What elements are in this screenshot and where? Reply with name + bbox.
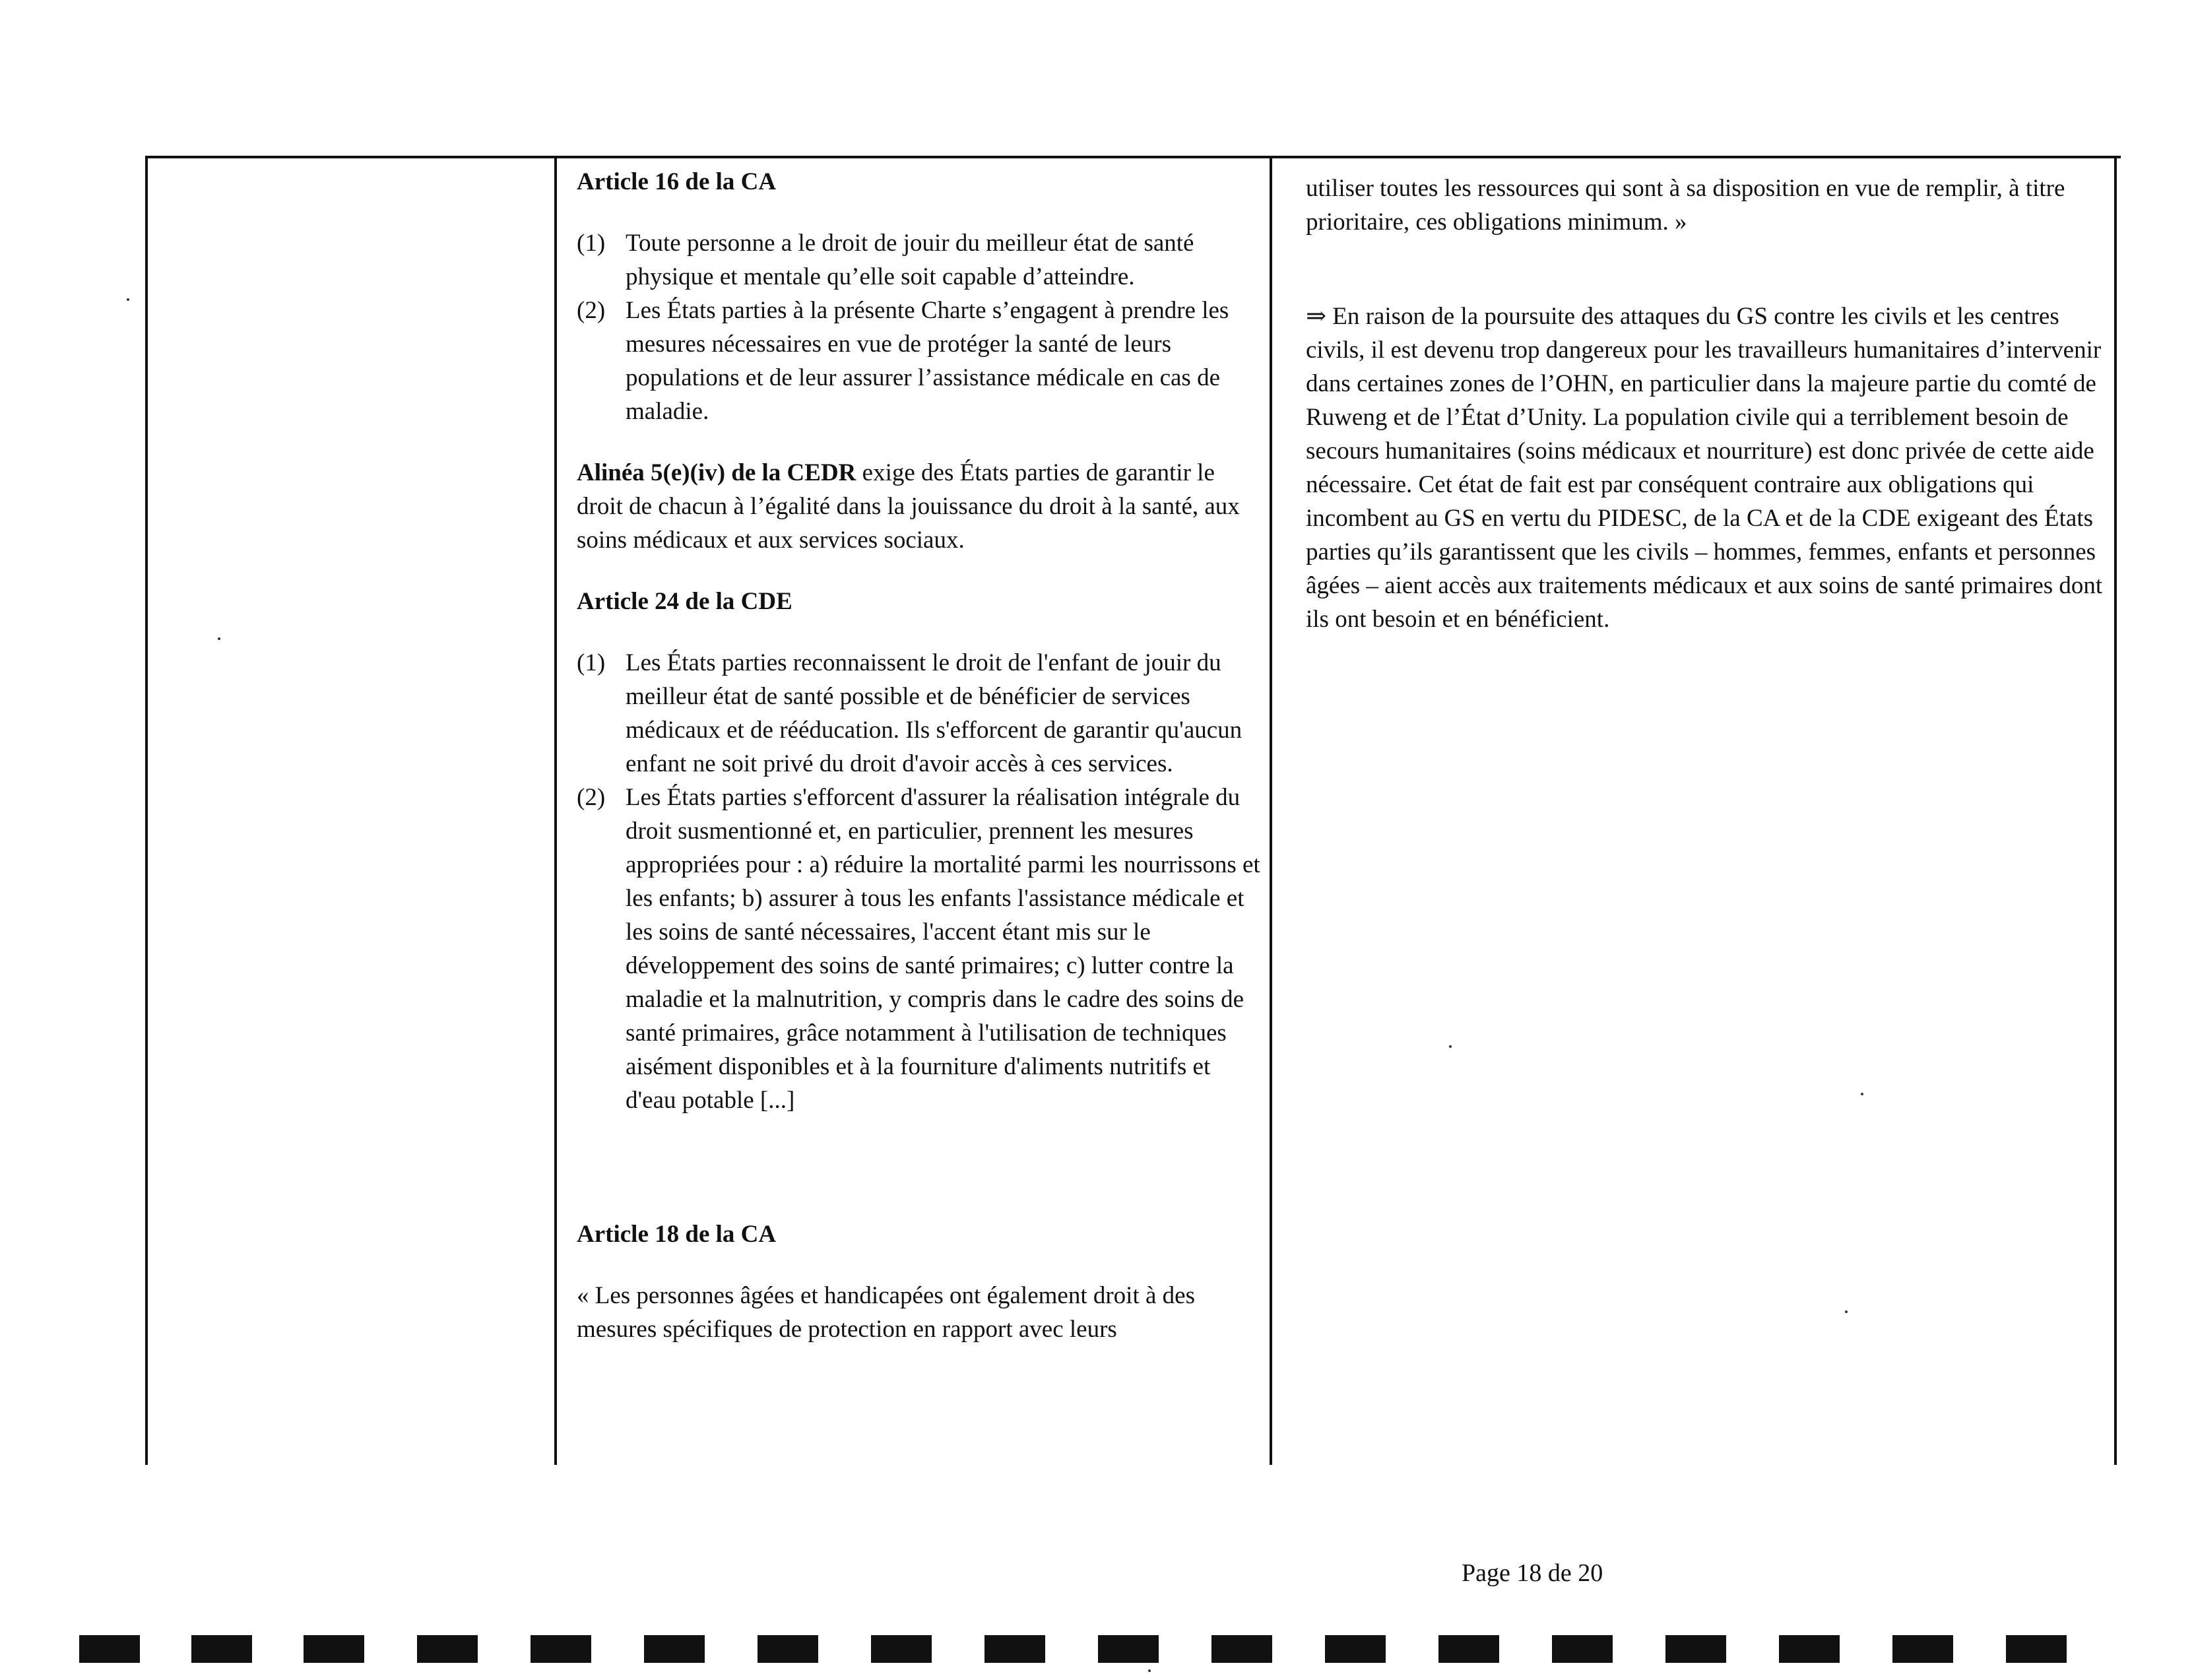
alinea-text: exige des États parties de garantir le droit de chacun à l’égalité dans la jouissance du droit à la santé, aux soins médicaux et aux services sociaux. (577, 459, 1240, 554)
list-item-number: (1) (577, 230, 606, 257)
barcode-block (191, 1635, 252, 1663)
scan-speck (1861, 1093, 1863, 1095)
barcode-block (758, 1635, 818, 1663)
list-item (577, 646, 1263, 781)
barcode-block (1325, 1635, 1386, 1663)
right-column (1306, 172, 2104, 1465)
scan-speck (218, 637, 220, 640)
barcode-block (304, 1635, 364, 1663)
article-18-quote: « Les personnes âgées et handicapées ont également droit à des mesures spécifiques de protection en rapport avec leurs (577, 1282, 1195, 1343)
barcode-block (1779, 1635, 1840, 1663)
spacer (577, 1145, 1263, 1217)
left-column-empty (148, 158, 557, 1465)
barcode-block (79, 1635, 140, 1663)
barcode-block (984, 1635, 1045, 1663)
barcode-block (417, 1635, 478, 1663)
barcode-block (2006, 1635, 2067, 1663)
conclusion-paragraph: ⇒ En raison de la poursuite des attaques du GS contre les civils et les centres civils, il est devenu trop dangereux pour les travailleurs humanitaires d’intervenir dans certaines zones de l’OHN, en particulier dans la majeure partie du comté de Ruweng et de l’État d’Unity. La population civile qui a terriblement besoin de secours humanitaires (soins médicaux et nourriture) est donc privée de cette aide nécessaire. Cet état de fait est par conséquent contraire aux obligations qui incombent au GS en vertu du PIDESC, de la CA et de la CDE exigeant des États parties qu’ils garantissent que les civils – hommes, femmes, enfants et personnes âgées – aient accès aux traitements médicaux et aux soins de santé primaires dont ils ont besoin et en bénéficient. (1306, 303, 2103, 633)
barcode-block (644, 1635, 705, 1663)
continuation-text: utiliser toutes les ressources qui sont à sa disposition en vue de remplir, à titre prioritaire, ces obligations minimum. » (1306, 175, 2065, 236)
list-item (577, 294, 1263, 428)
list-item-number: (2) (577, 297, 606, 324)
table-right-border (2114, 158, 2117, 1465)
content-table (145, 156, 2121, 1465)
scan-barcode-strip (79, 1635, 2158, 1663)
barcode-block (871, 1635, 932, 1663)
middle-column (577, 165, 1263, 1458)
article-18-heading: Article 18 de la CA (577, 1221, 777, 1248)
scan-speck (1449, 1045, 1452, 1048)
barcode-block (1098, 1635, 1159, 1663)
list-item-number: (2) (577, 784, 606, 811)
article-16-heading: Article 16 de la CA (577, 168, 777, 195)
list-item (577, 226, 1263, 294)
article-24-heading: Article 24 de la CDE (577, 588, 792, 615)
alinea-paragraph (577, 456, 1263, 557)
barcode-block (1552, 1635, 1613, 1663)
barcode-block (1438, 1635, 1499, 1663)
list-item (577, 781, 1263, 1117)
list-item-text: Les États parties s'efforcent d'assurer la réalisation intégrale du droit susmentionné et, en particulier, prennent les mesures appropriées pour : a) réduire la mortalité parmi les nourrissons et les enfants; b) assurer à tous les enfants l'assistance médicale et les soins de santé nécessaires, l'accent étant mis sur le développement des soins de santé primaires; c) lutter contre la maladie et la malnutrition, y compris dans le cadre des soins de santé primaires, grâce notamment à l'utilisation de techniques aisément disponibles et à la fourniture d'aliments nutritifs et d'eau potable [...] (626, 784, 1260, 1114)
barcode-block (531, 1635, 591, 1663)
barcode-block (1665, 1635, 1726, 1663)
list-item-text: Les États parties à la présente Charte s’engagent à prendre les mesures nécessaires en vue de protéger la santé de leurs populations et de leur assurer l’assistance médicale en cas de maladie. (626, 297, 1229, 425)
barcode-block (1211, 1635, 1272, 1663)
column-divider (554, 158, 557, 1465)
list-item-number: (1) (577, 649, 606, 676)
column-divider (1270, 158, 1272, 1465)
alinea-reference: Alinéa 5(e)(iv) de la CEDR (577, 459, 856, 486)
list-item-text: Toute personne a le droit de jouir du meilleur état de santé physique et mentale qu’elle soit capable d’atteindre. (626, 230, 1194, 290)
scan-speck (127, 298, 129, 301)
list-item-text: Les États parties reconnaissent le droit de l'enfant de jouir du meilleur état de santé possible et de bénéficier de services médicaux et de rééducation. Ils s'efforcent de garantir qu'aucun enfant ne soit privé du droit d'avoir accès à ces services. (626, 649, 1242, 777)
page-number: Page 18 de 20 (1462, 1559, 1603, 1587)
article-24-list (577, 646, 1263, 1117)
article-16-list (577, 226, 1263, 428)
barcode-block (1892, 1635, 1953, 1663)
scan-speck (1148, 1669, 1151, 1672)
scan-speck (1845, 1310, 1848, 1313)
